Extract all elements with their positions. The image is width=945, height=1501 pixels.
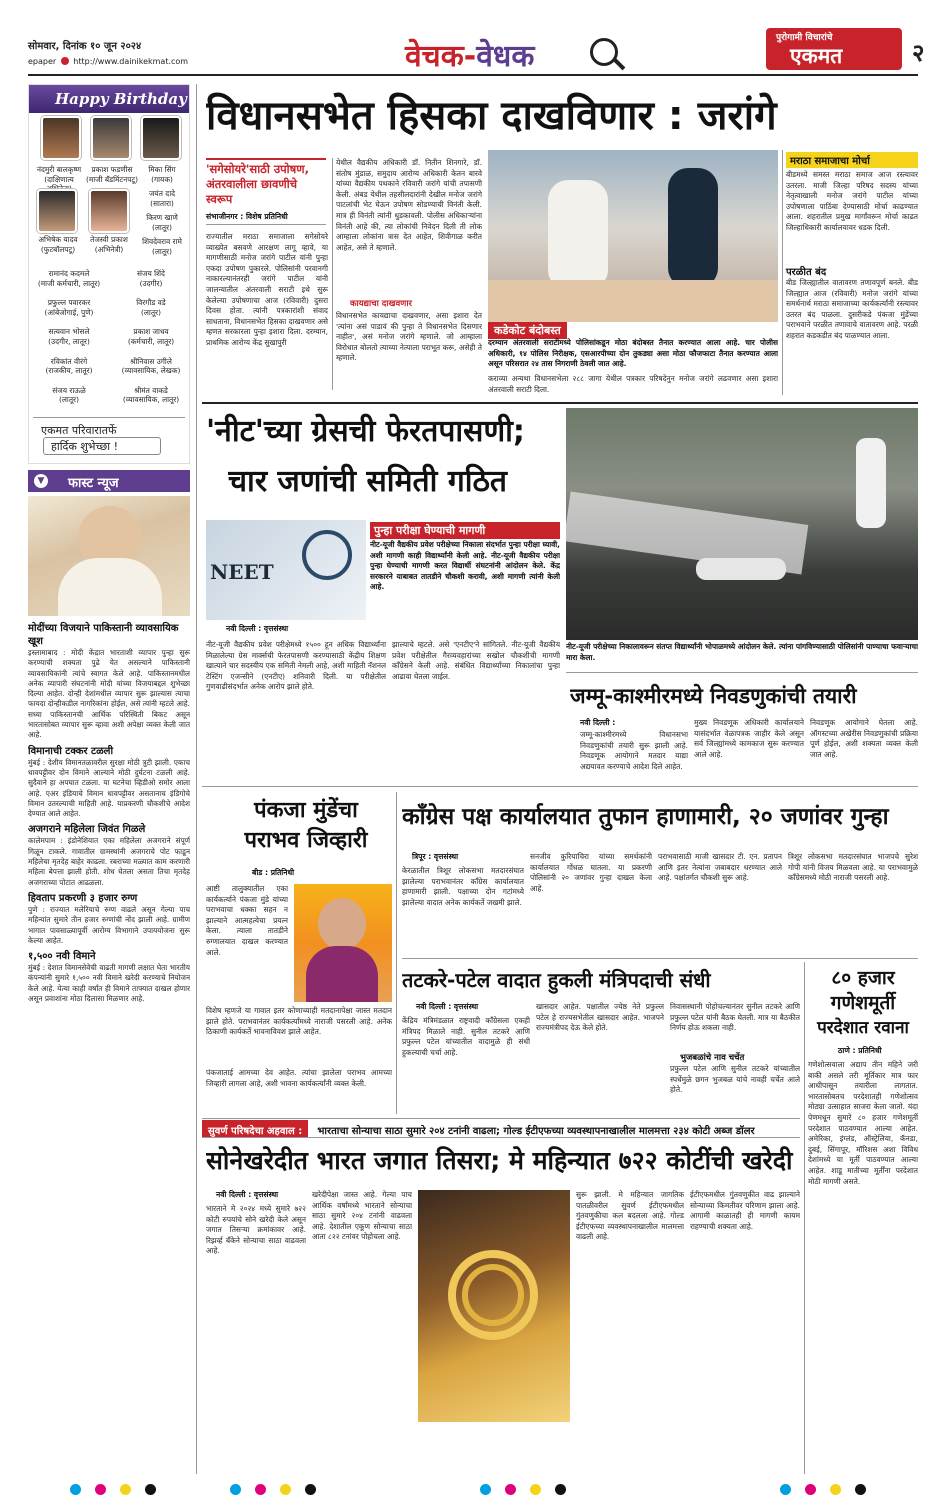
fast-news-items bbox=[28, 618, 190, 1473]
ganesh-headline-line1: ८० हजार bbox=[831, 967, 895, 989]
person-figure bbox=[58, 558, 162, 616]
issue-date: सोमवार, दिनांक १० जून २०२४ bbox=[28, 41, 142, 52]
kashmir-headline: जम्मू-काश्मीरमध्ये निवडणुकांची तयारी bbox=[570, 684, 857, 708]
ganesh-headline-line3: परदेशात रवाना bbox=[817, 1018, 909, 1038]
globe-icon bbox=[61, 57, 69, 65]
side-head: मराठा समाजाचा मोर्चा bbox=[786, 152, 918, 168]
avatar bbox=[141, 116, 181, 160]
neet-headline-line2: चार जणांची समिती गठित bbox=[228, 464, 508, 499]
birthday-list-entry bbox=[115, 269, 187, 288]
birthday-person bbox=[135, 165, 189, 184]
birthday-list-entry bbox=[33, 386, 105, 405]
person-sub: (माजी कर्मचारी, लातूर) bbox=[37, 278, 101, 288]
registration-dot bbox=[480, 1484, 491, 1495]
lead-body: विधानसभेत कायद्याचा दाखवणार, असा इशारा देत 'त्यांना असं पाडावं की पुन्हा ते विधानसभेत दिसणार नाहीत', असं मनोज जरांगे म्हणाले. जो आम्हाला विरोधात बोलतो त्याच्या नेत्याला पराभूत करू, असेही ते म्हणाले. bbox=[336, 311, 482, 363]
greeting-line1: एकमत परिवारातर्फे bbox=[41, 424, 117, 437]
kashmir-body: मुख्य निवडणूक अधिकारी कार्यालयाने यासंदर्भात वेळापत्रक जाहीर केले असून सर्व जिल्ह्यांमध्ये कामकाज सुरू करण्यात आले आहे. bbox=[694, 718, 804, 759]
registration-dot bbox=[780, 1484, 791, 1495]
side-head: परळीत बंद bbox=[786, 267, 827, 278]
magnifier-handle bbox=[613, 58, 626, 71]
birthday-list-entry bbox=[33, 327, 105, 346]
congress-dateline: त्रिपूर : वृत्तसंस्था bbox=[412, 852, 459, 861]
person-sub: (राजकीय, लातूर) bbox=[45, 366, 93, 376]
birthday-person bbox=[135, 237, 189, 256]
person-name: रविकांत वीरंगे bbox=[50, 356, 88, 366]
person-sub: (गायक) bbox=[151, 174, 173, 184]
photo-caption: दरम्यान अंतरवाली सराटीमध्ये पोलिसांकडून मोठा बंदोबस्त तैनात करण्यात आला आहे. चार पोलीस अधिकारी, १४ पोलिस निरीक्षक, एसआरपीच्या दोन तुकड्या असा मोठा फौजफाटा तैनात करण्यात आला असून परिसरात २४ तास निगराणी ठेवली जात आहे. bbox=[488, 338, 778, 369]
column-rule bbox=[332, 158, 333, 390]
ganesh-headline-line2: गणेशमूर्ती bbox=[830, 992, 896, 1014]
person-name: सत्यवान भोसले bbox=[48, 327, 90, 337]
kashmir-body: जम्मू-काश्मीरमध्ये विधानसभा निवडणुकांची तयारी सुरू झाली आहे. निवडणूक आयोगाने मतदार याद्या अद्ययावत करण्याचे आदेश दिले आहेत. bbox=[580, 730, 688, 771]
brief-body: पुणे : राज्यात मलेरियाचे रुग्ण वाढले असून गेल्या पाच महिन्यांत सुमारे तीन हजार रुग्णांची नोंद झाली आहे. ग्रामीण भागात पावसाळ्यापूर्वी आरोग्य विभागाने उपाययोजना सुरू केल्या आहेत. bbox=[28, 904, 190, 945]
pankaja-body: आष्टी तालुक्यातील एका कार्यकर्त्याने पंकजा मुंडे यांच्या पराभवाचा धक्का सहन न झाल्याने आत्महत्येचा प्रयत्न केला. त्याला तातडीने रुग्णालयात दाखल करण्यात आले. bbox=[206, 884, 288, 957]
lead-body: येथील वैद्यकीय अधिकारी डॉ. नितीन शिनगारे, डॉ. संतोष मुंडाळ, समुदाय आरोग्य अधिकारी केतन बारवे यांच्या वैद्यकीय पथकाने रविवारी जरांगे यांची तपासणी केली. अंबड येथील तहसीलदारांनी देखील मनोज जरांगे पाटलांची भेट घेऊन उपोषण सोडण्याची विनंती केली. मात्र ही विनंती त्यांनी धुडकावली. पोलीस अधिकाऱ्यांना विनंती आहे की, त्या लोकांची निवेदन दिली ती लोक आम्हाला लोकांना त्रास देत आहेत, शिवीगाळ करीत आहेत, असे ते म्हणाले. bbox=[336, 158, 482, 252]
lead-subhead: कायद्याचा दाखवणार bbox=[350, 299, 412, 309]
registration-dot bbox=[280, 1484, 291, 1495]
neet-body: नीट-यूजी वैद्यकीय प्रवेश परीक्षेमध्ये १५०० हून अधिक विद्यार्थ्यांना मिळालेल्या ग्रेस मार्क्सची फेरतपासणी करण्यासाठी केंद्रीय शिक्षण खात्याने चार सदस्यीय एक समिती नेमली आहे, अशी माहिती नॅशनल टेस्टिंग एजन्सीने (एनटीए) शनिवारी दिली. या परीक्षेतील गुणवाढीसंदर्भात अनेक आरोप झाले होते. bbox=[206, 640, 386, 692]
pankaja-photo bbox=[294, 884, 392, 1002]
neet-side-head: पुन्हा परीक्षा घेण्याची मागणी bbox=[370, 522, 560, 539]
registration-dot bbox=[120, 1484, 131, 1495]
person-name: शिवदेवराव रामे bbox=[142, 237, 182, 246]
registration-dot bbox=[855, 1484, 866, 1495]
person-sub: (लातूर) bbox=[141, 307, 161, 317]
person-figure bbox=[696, 558, 786, 580]
gold-bar-label: सुवर्ण परिषदेचा अहवाल : bbox=[202, 1120, 308, 1138]
person-sub: (सातारा) bbox=[150, 198, 174, 208]
birthday-list-row bbox=[33, 327, 187, 346]
person-sub: (उदगीर) bbox=[139, 278, 163, 288]
birthday-list-entry bbox=[33, 357, 105, 376]
divider bbox=[402, 958, 918, 959]
tatkare-body: प्रफुल्ल पटेल आणि सुनील तटकरे यांच्यातील स्पर्धेमुळे छगन भुजबळ यांचे नावही चर्चेत आले होते. bbox=[670, 1064, 800, 1095]
fast-news-title: फास्ट न्यूज bbox=[68, 476, 119, 491]
kashmir-body: निवडणूक आयोगाने घेतला आहे. ऑगस्टच्या अखेरीस निवडणुकांची प्रक्रिया पूर्ण होईल, अशी शक्यता व्यक्त केली जात आहे. bbox=[810, 718, 918, 759]
avatar bbox=[41, 116, 81, 160]
column-rule bbox=[804, 962, 805, 1474]
masthead-rule bbox=[28, 74, 918, 76]
tatkare-body: केंद्रिय मंत्रिमंडळात राष्ट्रवादी काँग्रेसला एकही मंत्रिपद मिळाले नाही. सुनील तटकरे आणि प्रफुल्ल पटेल यांच्यातील वादामुळे ही संधी हुकल्याची चर्चा आहे. bbox=[402, 1016, 530, 1057]
birthday-list-entry bbox=[115, 357, 187, 376]
congress-body: पराभवासाठी माजी खासदार टी. एन. प्रतापन आणि इतर नेत्यांना जबाबदार धरण्यात आले आहे. पक्षांतर्गत चौकशी सुरू आहे. bbox=[658, 852, 782, 883]
neet-photo bbox=[206, 520, 366, 620]
chevron-down-icon: ▼ bbox=[34, 474, 48, 488]
person-name: तेजस्वी प्रकाश bbox=[90, 235, 128, 244]
pankaja-headline-line1: पंकजा मुंडेंचा bbox=[254, 798, 358, 823]
neet-side-body: नीट-यूजी वैद्यकीय प्रवेश परीक्षेच्या निकाला संदर्भात पुन्हा परीक्षा घ्यावी, अशी मागणी काही विद्यार्थ्यांनी केली आहे. नीट-यूजी वैद्यकीय परीक्षा पुन्हा घेण्याची मागणी करत विद्यार्थी संघटनांनी आंदोलन केले. केंद्र सरकारने याबाबत तातडीने चौकशी करावी, अशी मागणी त्यांनी केली आहे. bbox=[370, 540, 560, 592]
brief-body: मुंबई : देशीय विमानतळावरील सुरक्षा मोठी त्रुटी झाली. एकाच धावपट्टीवर दोन विमाने आल्याने मोठी दुर्घटना टळली आहे. सुदैवाने हा अपघात टळला. या घटनेचा व्हिडीओ समोर आला आहे. एअर इंडियाचे विमान धावपट्टीवर असतानाच इंडिगोचे विमान उतरल्याची माहिती आहे. याप्रकरणी चौकशीचे आदेश देण्यात आले आहेत. bbox=[28, 757, 190, 819]
birthday-title: Happy Birthday bbox=[55, 90, 187, 108]
lead-dateline: संभाजीनगर : विशेष प्रतिनिधी bbox=[206, 212, 326, 225]
birthday-list-entry bbox=[115, 327, 187, 346]
brief-body: कालेमपाम : इंडोनेशियात एका महिलेला अजगराने संपूर्ण गिळून टाकले. गावातील ग्रामस्थांनी अजगराचे पोट फाडून महिलेचा मृतदेह बाहेर काढला. रबराच्या मळ्यात काम करणारी महिला बेपत्ता झाली होती. शोध घेतला असता तिचा मृतदेह अजगराच्या पोटात आढळला. bbox=[28, 836, 190, 887]
column-rule bbox=[196, 84, 197, 1474]
brief-body: इस्लामाबाद : मोदी केंद्रात भारताशी व्यापार पुन्हा सुरू करण्याची शक्यता पुढे येत असल्याने पाकिस्तानी व्यावसायिकांनी त्यांचे स्वागत केले आहे. पाकिस्तानमधील अनेक व्यापारी संघटनांनी मोदी यांच्या विजयाबद्दल शुभेच्छा दिल्या आहेत. दोन्ही देशांमधील व्यापार सुरू झाल्यास त्याचा फायदा दोन्हीकडील नागरिकांना होईल, असे त्यांनी म्हटले आहे. सध्या पाकिस्तानची आर्थिक परिस्थिती बिकट असून भारतासोबत व्यापार सुरू व्हावा अशी अपेक्षा व्यक्त केली जात आहे. bbox=[28, 648, 190, 740]
person-name: मिका सिंग bbox=[148, 165, 176, 174]
congress-body: केरळातील त्रिशूर लोकसभा मतदारसंघात झालेल्या पराभवानंतर काँग्रेस कार्यालयात हाणामारी झाली. पक्षाच्या दोन गटांमध्ये झालेल्या वादात अनेक कार्यकर्ते जखमी झाले. bbox=[402, 866, 524, 907]
divider bbox=[202, 402, 918, 404]
brief-body: मुंबई : देशात विमानसेवेची वाढती मागणी लक्षात घेता भारतीय कंपन्यांनी सुमारे १,५०० नवी विमाने खरेदी करण्याचे नियोजन केले आहे. येत्या काही वर्षांत ही विमाने ताफ्यात दाखल होणार असून प्रवाशांना मोठा दिलासा मिळणार आहे. bbox=[28, 963, 190, 1004]
brief-headline: अजगराने महिलेला जिवंत गिळले bbox=[28, 824, 146, 836]
birthday-person bbox=[84, 165, 140, 184]
avatar bbox=[37, 189, 77, 233]
modi-photo bbox=[28, 496, 190, 616]
person-sub: (दाक्षिणात्य bbox=[44, 174, 74, 184]
pankaja-headline-line2: पराभव जिव्हारी bbox=[244, 828, 368, 853]
birthday-list-entry bbox=[33, 269, 105, 288]
person-sub: (व्यावसायिक, लेखक) bbox=[121, 366, 181, 376]
gold-bar bbox=[202, 1118, 800, 1138]
person-sub: (उदगीर, लातूर) bbox=[48, 336, 90, 346]
stethoscope-icon bbox=[302, 530, 352, 580]
neet-headline-line1: 'नीट'च्या ग्रेसची फेरतपासणी; bbox=[206, 414, 525, 449]
divider bbox=[566, 672, 918, 673]
tatkare-headline: तटकरे-पटेल वादात हुकली मंत्रिपदाची संधी bbox=[402, 968, 711, 992]
person-sub: (कर्मचारी, लातूर) bbox=[127, 336, 175, 346]
birthday-list-entry bbox=[115, 386, 187, 405]
registration-dot bbox=[555, 1484, 566, 1495]
person-sub: (लातूर) bbox=[152, 222, 172, 232]
birthday-person bbox=[31, 235, 85, 254]
brief-headline: मोदींच्या विजयाने पाकिस्तानी व्यावसायिक खूश bbox=[28, 623, 179, 647]
lead-kicker: 'सगेसोयरे'साठी उपोषण, अंतरवालीला छावणीचे स्वरूप bbox=[206, 158, 326, 207]
photo-caption-head: कडेकोट बंदोबस्त bbox=[488, 322, 567, 339]
registration-dot bbox=[830, 1484, 841, 1495]
brand-logo: एकमत bbox=[790, 44, 843, 68]
lead-body: राज्यातील मराठा समाजाला सगेसोयरे व्याख्येत बसवणे आरक्षण लागू व्हावे, या मागणीसाठी मनोज जरांगे पाटील यांनी पुन्हा एकदा उपोषण पुकारले. पोलिसांनी परवानगी नाकारल्यानंतरही जरांगे पाटील यांनी जालन्यातील अंतरवाली सराटी इथे सुरू केलेल्या उपोषणाचा आज (रविवारी) दुसरा दिवस होता. त्यांनी पत्रकारांशी संवाद साधताना, विधानसभेत हिसका दाखवणार असे म्हणत सरकारला पुन्हा इशारा दिला. दरम्यान, प्राथमिक आरोग्य केंद्र सुखापुरी bbox=[206, 232, 328, 347]
person-name: जयंत दादे bbox=[148, 189, 176, 198]
person-sub: (व्यावसायिक, लातूर) bbox=[122, 395, 180, 405]
ganesh-dateline: ठाणे : प्रतिनिधी bbox=[838, 1046, 882, 1055]
person-name: संजय शिंदे bbox=[137, 269, 165, 278]
kashmir-dateline: नवी दिल्ली : bbox=[580, 718, 616, 727]
person-sub: (लातूर) bbox=[59, 395, 79, 405]
gold-bar-text: भारताचा सोन्याचा साठा सुमारे २०४ टनांनी वाढला; गोल्ड ईटीएफच्या व्यवस्थापनाखालील मालमत्ता २३४ कोटी अब्ज डॉलर bbox=[317, 1126, 755, 1137]
brief-headline: विमानाची टक्कर टळली bbox=[28, 745, 114, 757]
gold-body: सुरू झाली. मे महिन्यात जागतिक पातळीवरील सुवर्ण ईटीएफमधील गुंतवणुकीचा कल बदलला आहे. गोल्ड ईटीएफच्या व्यवस्थापनाखालील मालमत्ता वाढली आहे. bbox=[576, 1190, 684, 1242]
column-rule bbox=[782, 150, 783, 395]
gold-body: ईटीएफमधील गुंतवणुकीत वाढ झाल्याने सोन्याच्या किमतीवर परिणाम झाला आहे. आगामी काळातही ही मागणी कायम राहण्याची शक्यता आहे. bbox=[690, 1190, 800, 1231]
birthday-list-row bbox=[33, 386, 187, 405]
person-sub: (आंबेजोगाई, पुणे) bbox=[44, 307, 94, 317]
bangles bbox=[462, 1264, 524, 1326]
gold-body: खरेदीपेक्षा जास्त आहे. गेल्या पाच आर्थिक वर्षांमध्ये भारताने सोन्याचा साठा सुमारे २०४ टनांनी वाढवला आहे. देशातील एकूण सोन्याचा साठा आता ८२२ टनांवर पोहोचला आहे. bbox=[312, 1190, 412, 1242]
gold-body: भारताने मे २०२४ मध्ये सुमारे ७२२ कोटी रुपयांचे सोने खरेदी केले असून जगात तिसऱ्या क्रमांकावर आहे. रिझर्व्ह बँकेने सोन्याचा साठा वाढवला आहे. bbox=[206, 1204, 306, 1256]
gold-photo bbox=[418, 1190, 570, 1422]
person-sub: (माजी बॅडमिंटनपटू) bbox=[85, 174, 139, 184]
registration-dot bbox=[305, 1484, 316, 1495]
birthday-list-row bbox=[33, 269, 187, 288]
lead-body: कराव्या अन्यथा विधानसभेला २८८ जागा येथील पत्रकार परिषदेनुन मनोज जरांगे लढवणार असा इशारा अंतरवाली सराटी दिला. bbox=[488, 374, 778, 394]
congress-body: त्रिशूर लोकसभा मतदारसंघात भाजपचे सुरेश गोपी यांनी विजय मिळवला आहे. या पराभवामुळे काँग्रेसमध्ये मोठी नाराजी पसरली आहे. bbox=[788, 852, 918, 883]
registration-dot bbox=[530, 1484, 541, 1495]
person-name: अभिषेक यादव bbox=[38, 235, 78, 244]
masthead bbox=[0, 0, 945, 78]
person-sub: (लातूर) bbox=[152, 246, 172, 256]
avatar bbox=[91, 116, 131, 160]
column-rule bbox=[396, 792, 397, 1114]
brief-headline: १,५०० नवी विमाने bbox=[28, 951, 96, 963]
pankaja-body: विशेष म्हणजे या गावात इतर कोणाच्याही मतदानापेक्षा जास्त मतदान झाले होते. पराभवानंतर कार्यकर्त्यांमध्ये नाराजी पसरली आहे. अनेक ठिकाणी कार्यकर्ते भावनाविवश झाले आहेत. bbox=[206, 1006, 392, 1037]
section-title-left: वेचक- bbox=[405, 39, 477, 74]
greeting-box bbox=[43, 437, 161, 455]
protest-photo bbox=[566, 408, 918, 640]
section-title-right: वेधक bbox=[476, 39, 535, 74]
person-name: किरण खाणे bbox=[146, 213, 178, 222]
divider bbox=[202, 786, 918, 787]
person-name: श्रीनिवास उगीले bbox=[130, 356, 172, 366]
registration-dot bbox=[95, 1484, 106, 1495]
lead-photo bbox=[488, 150, 778, 322]
person-name: संजय राऊळे bbox=[52, 385, 86, 395]
pankaja-dateline: बीड : प्रतिनिधी bbox=[252, 868, 295, 877]
side-body: बीडमध्ये समस्त मराठा समाज आज रस्त्यावर उतरला. माजी जिल्हा परिषद सदस्य यांच्या नेतृत्वाखाली मनोज जरांगे पाटील यांच्या उपोषणाला पाठिंबा देण्यासाठी मोर्चा काढण्यात आला. शहरातील प्रमुख मार्गांवरून मोर्चा काढत जिल्हाधिकारी कार्यालयावर धडक दिली. bbox=[786, 170, 918, 232]
tatkare-body: खासदार आहेत. पक्षातील ज्येष्ठ नेते प्रफुल्ल पटेल हे राज्यसभेतील खासदार आहेत. भाजपने राज्यमंत्रीपद देऊ केले होते. bbox=[536, 1002, 664, 1033]
tatkare-body: निवासस्थानी पोहोचल्यानंतर सुनील तटकरे आणि प्रफुल्ल पटेल यांनी बैठक घेतली. मात्र या बैठकीत निर्णय होऊ शकला नाही. bbox=[670, 1002, 800, 1033]
person-name: रामानंद कदमले bbox=[48, 269, 90, 278]
lead-headline: विधानसभेत हिसका दाखविणार : जरांगे bbox=[206, 93, 777, 139]
divider bbox=[33, 417, 185, 418]
person-name: प्रकाश जाधव bbox=[133, 327, 169, 337]
gold-headline: सोनेखरेदीत भारत जगात तिसरा; मे महिन्यात ७२२ कोटींची खरेदी bbox=[206, 1146, 793, 1175]
greeting-line2: हार्दिक शुभेच्छा ! bbox=[51, 440, 119, 453]
website-url[interactable]: http://www.dainikekmat.com bbox=[73, 57, 189, 66]
birthday-box bbox=[28, 84, 190, 464]
tatkare-subhead: भुजबळांचे नाव चर्चेत bbox=[680, 1053, 745, 1063]
registration-marks bbox=[0, 1478, 945, 1501]
birthday-list bbox=[33, 269, 187, 415]
birthday-list-entry bbox=[33, 298, 105, 317]
person-sub: (फुटबॉलपटू) bbox=[40, 244, 76, 254]
registration-dot bbox=[145, 1484, 156, 1495]
ganesh-body: गणेशोत्सवाला अद्याप तीन महिने जरी बाकी असले तरी मूर्तिकार मात्र फार आधीपासून तयारीला लागतात. भारतासोबतच परदेशातही गणेशोत्सव मोठ्या उत्साहात साजरा केला जातो. यंदा पेणमधून सुमारे ८० हजार गणेशमूर्ती परदेशात पाठवण्यात आल्या आहेत. अमेरिका, इंग्लंड, ऑस्ट्रेलिया, कॅनडा, दुबई, सिंगापूर, मॉरिशस अशा विविध देशांमध्ये या मूर्ती पाठवण्यात आल्या आहेत. शाडू मातीच्या मूर्तींना परदेशात मोठी मागणी असते. bbox=[808, 1060, 918, 1186]
epaper-label: epaper bbox=[28, 57, 57, 66]
birthday-list-row bbox=[33, 298, 187, 317]
fast-news bbox=[28, 470, 190, 1475]
person-figure bbox=[318, 898, 366, 950]
gold-dateline: नवी दिल्ली : वृत्तसंस्था bbox=[216, 1190, 279, 1199]
person-name: श्रीमंत वाकडे bbox=[134, 385, 168, 395]
page-number: २ bbox=[912, 39, 925, 67]
registration-dot bbox=[505, 1484, 516, 1495]
person-name: विरगौड वडे bbox=[136, 298, 166, 308]
neet-body: झाल्याचे म्हटले. असे 'एनटीए'ने सांगितले. नीट-यूजी वैद्यकीय प्रवेश परीक्षेतील गैरव्यवहारांच्या सखोल चौकशीची मागणी काँग्रेसने केली आहे. संबंधित विद्यार्थ्यांच्या निकालांचा पुन्हा आढावा घेतला जाईल. bbox=[392, 640, 560, 681]
bed bbox=[488, 280, 778, 322]
person-name: प्रफुल्ल पवारकर bbox=[47, 298, 91, 308]
section-title bbox=[405, 34, 534, 75]
epaper-link[interactable] bbox=[28, 57, 188, 66]
birthday-person bbox=[81, 235, 137, 254]
registration-dot bbox=[230, 1484, 241, 1495]
birthday-list-row bbox=[33, 357, 187, 376]
avatar bbox=[89, 189, 129, 233]
person-figure bbox=[668, 168, 718, 288]
person-figure bbox=[548, 180, 608, 290]
brief-headline: हिवताप प्रकरणी ३ हजार रुग्ण bbox=[28, 892, 138, 904]
birthday-person bbox=[135, 189, 189, 208]
birthday-person bbox=[135, 213, 189, 232]
registration-dot bbox=[255, 1484, 266, 1495]
person-figure bbox=[856, 438, 886, 528]
person-name: नंदमुरी बालकृष्ण bbox=[36, 165, 82, 174]
brand-tagline: पुरोगामी विचारांचे bbox=[776, 33, 833, 43]
congress-headline: काँग्रेस पक्ष कार्यालयात तुफान हाणामारी, २० जणांवर गुन्हा bbox=[402, 804, 889, 830]
pankaja-body: पंकजाताई आमच्या देव आहेत. त्यांचा झालेला पराभव आमच्या जिव्हारी लागला आहे, अशी भावना कार्यकर्त्यांनी व्यक्त केली. bbox=[206, 1068, 392, 1088]
neet-dateline: नवी दिल्ली : वृत्तसंस्था bbox=[226, 624, 289, 633]
neet-label: NEET bbox=[210, 560, 274, 584]
birthday-list-entry bbox=[115, 298, 187, 317]
person-sub: (अभिनेत्री) bbox=[94, 244, 124, 254]
congress-body: सनजीव कुरियाचिरा यांच्या समर्थकांनी कार्यालयात गोंधळ घातला. या प्रकरणी पोलिसांनी २० जणांवर गुन्हा दाखल केला आहे. bbox=[530, 852, 652, 893]
side-body: बीड जिल्ह्यातील वातावरण तणावपूर्ण बनले. बीड जिल्ह्यात आज (रविवारी) मनोज जरांगे यांच्या समर्थनार्थ मराठा समाजाच्या कार्यकर्त्यांनी रस्त्यावर उतरत बंद पाळला. दुसरीकडे पंकजा मुंडेंच्या पराभवाने परळीत तणावाचे वातावरण आहे. परळी शहरात कडकडीत बंद पाळण्यात आला. bbox=[786, 278, 918, 340]
person-figure bbox=[306, 946, 378, 1002]
person-name: प्रकाश फडणीस bbox=[91, 165, 133, 174]
registration-dot bbox=[805, 1484, 816, 1495]
registration-dot bbox=[70, 1484, 81, 1495]
protest-caption: नीट-यूजी परीक्षेच्या निकालावरून संतप्त विद्यार्थ्यांनी भोपाळमध्ये आंदोलन केले. त्यांना पांगविण्यासाठी पोलिसांनी पाण्याचा फवाऱ्याचा मारा केला. bbox=[566, 642, 918, 662]
tatkare-dateline: नवी दिल्ली : वृत्तसंस्था bbox=[416, 1002, 479, 1011]
